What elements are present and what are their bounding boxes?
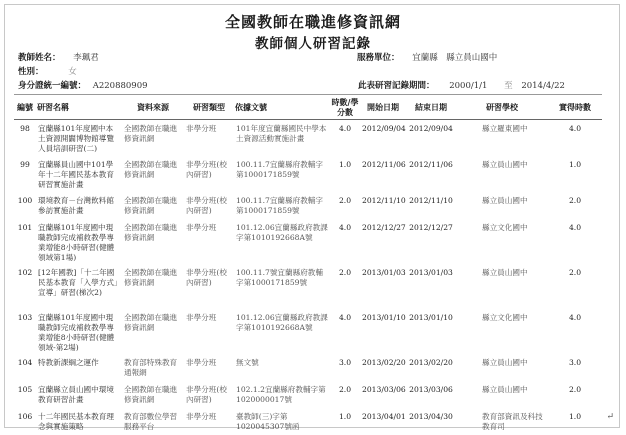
cell-source: 全國教師在職進修資訊網: [124, 195, 178, 215]
cell-got: 1.0: [568, 411, 582, 421]
cell-no: 98: [20, 124, 30, 133]
cell-end: 2013/02/20: [409, 357, 453, 367]
cell-hours: 4.0: [338, 312, 352, 322]
cell-hours: 3.0: [338, 357, 352, 367]
cell-doc: 100.11.7宜蘭縣府教輔字第1000171859號: [236, 195, 323, 215]
paragraph-mark: ↵: [606, 412, 614, 422]
period-label: 此表研習記錄期間：: [358, 81, 435, 91]
teacher-name-value: 李珮君: [73, 53, 99, 63]
cell-end: 2013/03/06: [409, 384, 453, 394]
cell-school: 縣立員山國中: [482, 159, 528, 169]
period-end: 2014/4/22: [521, 81, 565, 91]
cell-end: 2013/01/03: [409, 267, 453, 277]
cell-hours: 1.0: [338, 411, 352, 421]
cell-type: 非學分班: [186, 312, 217, 322]
table-row: [14, 192, 602, 219]
cell-end: 2013/04/30: [409, 411, 453, 421]
cell-source: 全國教師在職進修資訊網: [124, 124, 178, 143]
cell-no: 104: [17, 357, 33, 367]
cell-school: 縣立員山國中: [482, 384, 528, 394]
cell-start: 2012/11/06: [362, 159, 406, 169]
cell-name: 特教新課綱之運作: [38, 357, 99, 367]
cell-hours: 1.0: [338, 159, 352, 169]
cell-start: 2013/01/10: [362, 312, 406, 322]
cell-start: 2012/11/10: [362, 195, 406, 205]
cell-name: 宜蘭縣101年度國中現職教師完成補救教學專業增能8小時研習(健體領域-第2場): [38, 312, 115, 352]
table-row: [14, 354, 602, 381]
cell-start: 2013/04/01: [362, 411, 406, 421]
teacher-name-row: [18, 51, 99, 63]
cell-name: 宜蘭縣101年度國中本土資源開闢博物館導覽人員培訓研習(二): [38, 124, 114, 153]
cell-hours: 2.0: [338, 384, 352, 394]
table-row: [14, 264, 602, 309]
cell-start: 2013/02/20: [362, 357, 406, 367]
id-label: 身分證統一編號：: [18, 81, 87, 91]
cell-school: 縣立文化國中: [482, 312, 528, 322]
cell-school: 縣立員山國中: [482, 267, 528, 277]
col-header-start: 開始日期: [360, 95, 406, 120]
table-row: [14, 408, 602, 435]
cell-type: 非學分班: [186, 222, 217, 232]
col-header-got: 實得時數: [548, 95, 602, 120]
gender-label: 性別：: [18, 67, 44, 77]
cell-got: 4.0: [568, 124, 582, 133]
period-separator: 至: [504, 81, 513, 91]
cell-end: 2012/12/27: [409, 222, 453, 232]
teacher-name-label: 教師姓名：: [18, 53, 61, 63]
cell-hours: 4.0: [338, 222, 352, 232]
cell-type: 非學分班: [186, 124, 217, 133]
cell-got: 3.0: [568, 357, 582, 367]
id-value: A220880909: [92, 81, 148, 91]
cell-got: 2.0: [568, 195, 582, 205]
cell-type: 非學分班(校內研習): [186, 195, 227, 215]
cell-source: 全國教師在職進修資訊網: [124, 312, 178, 332]
service-unit-label: 服務單位：: [357, 53, 400, 63]
table-header-row: [14, 95, 602, 120]
cell-got: 4.0: [568, 222, 582, 232]
cell-school: 縣立員山國中: [482, 357, 528, 367]
col-header-source: 資料來源: [122, 95, 184, 120]
cell-name: 環境教育－台灣飲料館參訪實施計畫: [38, 195, 114, 215]
cell-doc: 100.11.7宜蘭縣府教輔字第1000171859號: [236, 159, 323, 179]
table-row: [14, 120, 602, 156]
col-header-end: 結束日期: [406, 95, 456, 120]
cell-hours: 2.0: [338, 267, 352, 277]
period-start: 2000/1/1: [449, 81, 488, 91]
col-header-school: 研習學校: [456, 95, 548, 120]
site-title: 全國教師在職進修資訊網: [224, 13, 401, 31]
cell-source: 全國教師在職進修資訊網: [124, 159, 178, 179]
cell-no: 105: [17, 384, 33, 394]
table-row: [14, 219, 602, 264]
cell-school: 縣立員山國中: [482, 195, 528, 205]
cell-source: 教育部特殊教育通報網: [124, 357, 178, 377]
cell-no: 106: [17, 411, 33, 421]
table-row: [14, 156, 602, 192]
cell-name: 宜蘭縣立員山國中環境教育研習計畫: [38, 384, 114, 404]
col-header-doc: 依據文號: [234, 95, 330, 120]
cell-name: 宜蘭縣101年度國中現職教師完成補救教學專業增能8小時研習(健體領域第1場): [38, 222, 115, 262]
cell-school: 縣立羅東國中: [482, 124, 528, 133]
cell-source: 教育部數位學習服務平台: [124, 411, 178, 431]
cell-end: 2012/11/10: [409, 195, 453, 205]
cell-name: 十二年國民基本教育理念與實施策略: [38, 411, 114, 431]
cell-type: 非學分班(校內研習): [186, 384, 227, 404]
cell-source: 全國教師在職進修資訊網: [124, 267, 178, 287]
cell-no: 101: [17, 222, 33, 232]
cell-doc: 無文號: [236, 357, 259, 367]
service-unit-row: [357, 51, 497, 63]
cell-start: 2012/09/04: [362, 124, 406, 133]
service-unit-value: 宜蘭縣 縣立員山國中: [412, 53, 498, 63]
cell-start: 2013/03/06: [362, 384, 406, 394]
col-header-name: 研習名稱: [36, 95, 122, 120]
cell-no: 102: [17, 267, 33, 277]
cell-start: 2012/12/27: [362, 222, 406, 232]
cell-type: 非學分班: [186, 411, 217, 421]
cell-type: 非學分班(校內研習): [186, 159, 227, 179]
cell-no: 100: [17, 195, 33, 205]
col-header-no: 編號: [14, 95, 36, 120]
col-header-type: 研習類型: [184, 95, 234, 120]
cell-type: 非學分班(校內研習): [186, 267, 227, 287]
period-row: [358, 79, 565, 91]
cell-doc: 101.12.06宜蘭縣政府教課字第1010192668A號: [236, 222, 328, 242]
cell-got: 2.0: [568, 384, 582, 394]
cell-got: 1.0: [568, 159, 582, 169]
cell-end: 2013/01/10: [409, 312, 453, 322]
cell-hours: 2.0: [338, 195, 352, 205]
cell-end: 2012/11/06: [409, 159, 453, 169]
col-header-hours: 時數/學分數: [330, 95, 360, 120]
cell-no: 99: [20, 159, 30, 169]
cell-doc: 102.1.2宜蘭縣府教輔字第1020000017號: [236, 384, 326, 404]
gender-row: [18, 65, 77, 77]
cell-hours: 4.0: [338, 124, 352, 133]
report-title: 教師個人研習記錄: [255, 36, 371, 52]
cell-no: 103: [17, 312, 33, 322]
gender-value: 女: [68, 67, 77, 77]
cell-doc: 臺教師(三)字第1020045307號函: [236, 411, 300, 431]
cell-start: 2013/01/03: [362, 267, 406, 277]
cell-school: 教育部資訊及科技教育司: [482, 411, 543, 431]
cell-doc: 101年度宜蘭縣國民中學本土資源活動實施計畫: [236, 124, 327, 143]
cell-name: 宜蘭縣員山國中101學年十二年國民基本教育研習實施計畫: [38, 159, 114, 189]
cell-got: 2.0: [568, 267, 582, 277]
table-row: [14, 309, 602, 354]
cell-school: 縣立文化國中: [482, 222, 528, 232]
cell-type: 非學分班: [186, 357, 217, 367]
cell-name: [12年國教]「十二年國民基本教育「入學方式」宣導」研習(梯次2): [38, 267, 118, 297]
id-row: [18, 79, 148, 91]
cell-doc: 101.12.06宜蘭縣政府教課字第1010192668A號: [236, 312, 328, 332]
cell-end: 2012/09/04: [409, 124, 453, 133]
cell-doc: 100.11.7號宜蘭縣府教輔字第1000171859號: [236, 267, 323, 287]
cell-source: 全國教師在職進修資訊網: [124, 384, 178, 404]
cell-source: 全國教師在職進修資訊網: [124, 222, 178, 242]
cell-got: 4.0: [568, 312, 582, 322]
training-records-table: [14, 94, 602, 435]
table-row: [14, 381, 602, 408]
